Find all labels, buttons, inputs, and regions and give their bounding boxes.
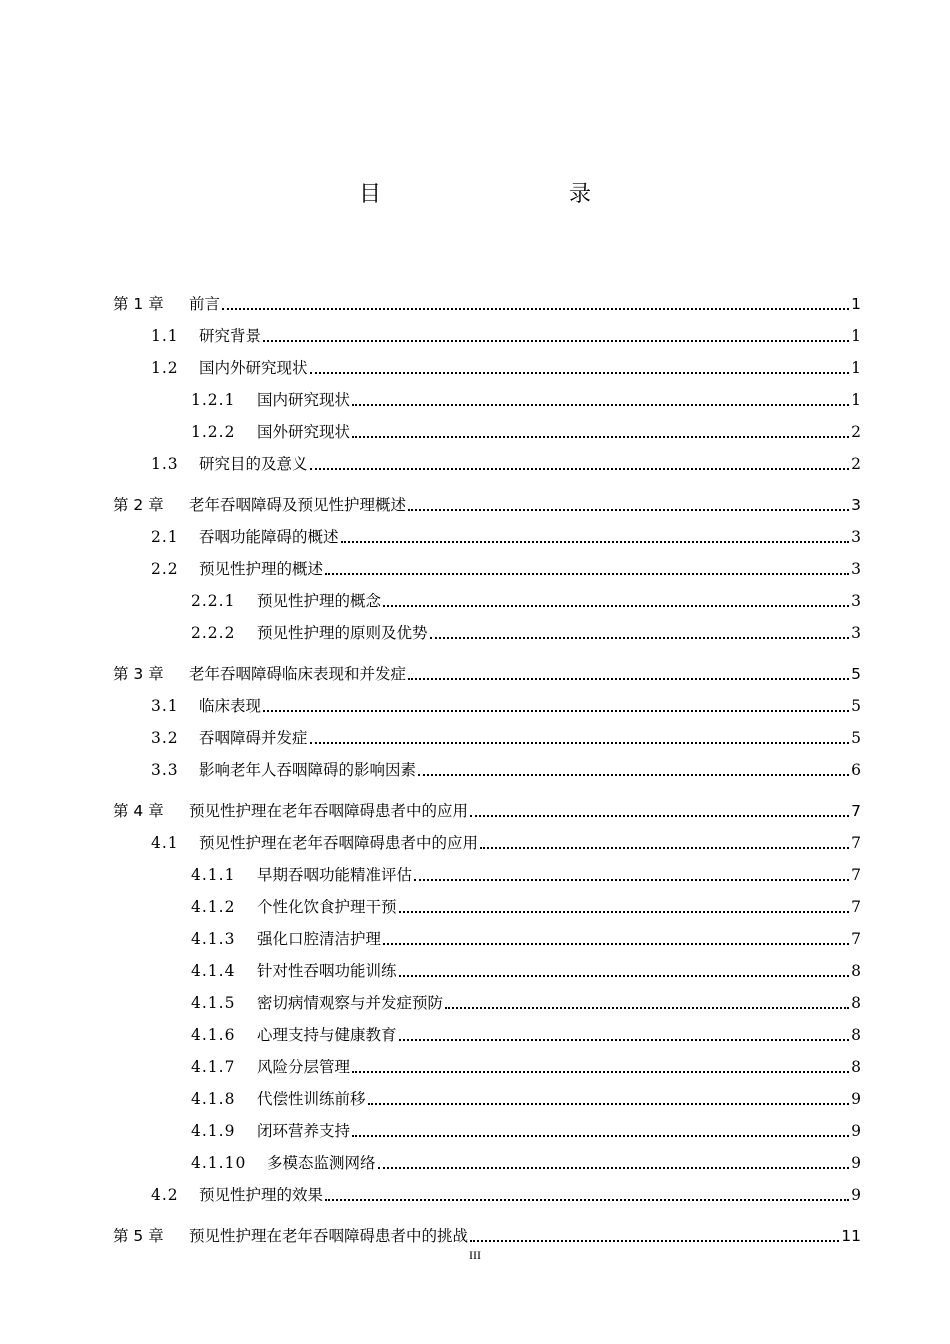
toc-entry-number: 4.1.2 xyxy=(191,898,236,916)
toc-entry-title: 吞咽障碍并发症 xyxy=(199,729,308,747)
toc-entry-page: 9 xyxy=(851,1122,861,1140)
page-number-footer: III xyxy=(469,1248,481,1262)
toc-entry-title: 闭环营养支持 xyxy=(257,1122,351,1140)
toc-entry-number: 1.1 xyxy=(151,327,179,345)
toc-entry-page: 7 xyxy=(851,866,861,884)
toc-entry[interactable] xyxy=(113,724,861,748)
toc-entry-number: 1.2 xyxy=(151,359,179,377)
toc-entry[interactable] xyxy=(113,619,861,643)
toc-entry-title: 个性化饮食护理干预 xyxy=(257,898,397,916)
toc-entry-page: 5 xyxy=(851,697,861,715)
toc-entry-title: 预见性护理的效果 xyxy=(199,1186,324,1204)
toc-entry-title: 国内研究现状 xyxy=(257,391,351,409)
toc-entry-title: 早期吞咽功能精准评估 xyxy=(257,866,413,884)
toc-entry[interactable] xyxy=(113,386,861,410)
toc-entry[interactable] xyxy=(113,1117,861,1141)
toc-title: 目 录 xyxy=(358,182,639,207)
toc-entry-page: 2 xyxy=(851,423,861,441)
toc-entry-number: 第 1 章 xyxy=(113,295,164,313)
toc-entry-title: 临床表现 xyxy=(199,697,262,715)
dot-leader xyxy=(383,604,849,607)
toc-entry-page: 5 xyxy=(851,729,861,747)
toc-entry-title: 老年吞咽障碍临床表现和并发症 xyxy=(189,665,407,683)
toc-entry-title: 研究背景 xyxy=(199,327,262,345)
toc-entry-page: 8 xyxy=(851,962,861,980)
toc-entry-number: 2.2.1 xyxy=(191,592,236,610)
toc-entry-title: 心理支持与健康教育 xyxy=(257,1026,397,1044)
toc-entry[interactable] xyxy=(113,756,861,780)
toc-entry-page: 8 xyxy=(851,994,861,1012)
toc-entry-number: 4.1 xyxy=(151,834,179,852)
toc-entry-page: 8 xyxy=(851,1058,861,1076)
toc-entry-title: 针对性吞咽功能训练 xyxy=(257,962,397,980)
toc-entry-page: 7 xyxy=(851,834,861,852)
toc-entry-page: 7 xyxy=(851,802,861,820)
toc-entry-number: 第 2 章 xyxy=(113,496,164,514)
dot-leader xyxy=(408,508,849,511)
toc-entry-page: 3 xyxy=(851,592,861,610)
dot-leader xyxy=(399,910,850,913)
toc-entry-page: 7 xyxy=(851,898,861,916)
dot-leader xyxy=(470,814,849,817)
toc-entry[interactable] xyxy=(113,1149,861,1173)
toc-entry-title: 前言 xyxy=(189,295,221,313)
toc-entry-number: 4.1.5 xyxy=(191,994,236,1012)
toc-entry[interactable] xyxy=(113,322,861,346)
dot-leader xyxy=(430,636,850,639)
toc-entry-page: 3 xyxy=(851,528,861,546)
toc-entry-title: 代偿性训练前移 xyxy=(257,1090,366,1108)
toc-entry-page: 2 xyxy=(851,455,861,473)
toc-entry-title: 吞咽功能障碍的概述 xyxy=(199,528,339,546)
toc-entry[interactable] xyxy=(113,692,861,716)
dot-leader xyxy=(352,1134,849,1137)
toc-entry[interactable] xyxy=(113,989,861,1013)
dot-leader xyxy=(310,467,850,470)
toc-entry-number: 1.2.1 xyxy=(191,391,236,409)
toc-entry-title: 风险分层管理 xyxy=(257,1058,351,1076)
toc-entry-page: 1 xyxy=(851,327,861,345)
toc-entry-number: 4.1.3 xyxy=(191,930,236,948)
toc-entry-number: 2.2.2 xyxy=(191,624,236,642)
toc-entry[interactable] xyxy=(113,1021,861,1045)
toc-entry-page: 11 xyxy=(841,1227,861,1245)
dot-leader xyxy=(325,572,849,575)
toc-entry[interactable] xyxy=(113,555,861,579)
toc-entry-number: 4.1.9 xyxy=(191,1122,236,1140)
toc-entry-page: 9 xyxy=(851,1154,861,1172)
toc-entry-title: 影响老年人吞咽障碍的影响因素 xyxy=(199,761,417,779)
toc-entry-title: 研究目的及意义 xyxy=(199,455,308,473)
toc-entry-title: 密切病情观察与并发症预防 xyxy=(257,994,444,1012)
toc-entry-number: 4.1.1 xyxy=(191,866,236,884)
dot-leader xyxy=(470,1239,839,1242)
dot-leader xyxy=(263,709,849,712)
toc-entry[interactable] xyxy=(113,893,861,917)
toc-entry-page: 1 xyxy=(851,391,861,409)
dot-leader xyxy=(418,773,849,776)
toc-entry-number: 4.1.4 xyxy=(191,962,236,980)
toc-entry-number: 4.1.8 xyxy=(191,1090,236,1108)
toc-entry-title: 强化口腔清洁护理 xyxy=(257,930,382,948)
toc-entry[interactable] xyxy=(113,1085,861,1109)
toc-entry-number: 4.1.6 xyxy=(191,1026,236,1044)
toc-entry-page: 8 xyxy=(851,1026,861,1044)
toc-entry[interactable] xyxy=(113,491,861,515)
toc-entry-title: 预见性护理在老年吞咽障碍患者中的应用 xyxy=(189,802,469,820)
toc-entry-page: 9 xyxy=(851,1090,861,1108)
toc-entry[interactable] xyxy=(113,797,861,821)
toc-entry-page: 3 xyxy=(851,624,861,642)
toc-entry-page: 1 xyxy=(851,295,861,313)
toc-entry-title: 国外研究现状 xyxy=(257,423,351,441)
dot-leader xyxy=(378,1166,850,1169)
toc-entry-number: 2.1 xyxy=(151,528,179,546)
toc-entry-number: 3.2 xyxy=(151,729,179,747)
toc-entry-title: 预见性护理的原则及优势 xyxy=(257,624,428,642)
toc-entry-number: 第 5 章 xyxy=(113,1227,164,1245)
toc-entry[interactable] xyxy=(113,1053,861,1077)
toc-entry-page: 1 xyxy=(851,359,861,377)
toc-entry-title: 老年吞咽障碍及预见性护理概述 xyxy=(189,496,407,514)
toc-entry-title: 预见性护理的概述 xyxy=(199,560,324,578)
dot-leader xyxy=(352,1070,849,1073)
toc-entry-number: 第 4 章 xyxy=(113,802,164,820)
toc-entry[interactable] xyxy=(113,523,861,547)
toc-entry-page: 5 xyxy=(851,665,861,683)
toc-entry[interactable] xyxy=(113,1181,861,1205)
toc-entry-page: 3 xyxy=(851,496,861,514)
toc-entry-title: 预见性护理在老年吞咽障碍患者中的挑战 xyxy=(189,1227,469,1245)
dot-leader xyxy=(222,307,849,310)
toc-entry-title: 预见性护理的概念 xyxy=(257,592,382,610)
dot-leader xyxy=(352,403,849,406)
toc-entry-title: 国内外研究现状 xyxy=(199,359,308,377)
toc-entry-number: 1.3 xyxy=(151,455,179,473)
toc-entry[interactable] xyxy=(113,587,861,611)
toc-entry-number: 4.2 xyxy=(151,1186,179,1204)
toc-entry-page: 3 xyxy=(851,560,861,578)
dot-leader xyxy=(341,540,850,543)
dot-leader xyxy=(408,677,849,680)
toc-entry-number: 3.3 xyxy=(151,761,179,779)
toc-entry-number: 2.2 xyxy=(151,560,179,578)
toc-entry[interactable] xyxy=(113,290,861,314)
toc-entry-number: 1.2.2 xyxy=(191,423,236,441)
toc-entry[interactable] xyxy=(113,925,861,949)
toc-entry[interactable] xyxy=(113,450,861,474)
dot-leader xyxy=(383,942,849,945)
toc-entry[interactable] xyxy=(113,354,861,378)
toc-entry[interactable] xyxy=(113,1222,861,1246)
toc-entry-title: 多模态监测网络 xyxy=(267,1154,376,1172)
toc-entry-page: 7 xyxy=(851,930,861,948)
toc-entry-title: 预见性护理在老年吞咽障碍患者中的应用 xyxy=(199,834,479,852)
dot-leader xyxy=(310,741,850,744)
dot-leader xyxy=(445,1006,849,1009)
dot-leader xyxy=(310,371,850,374)
dot-leader xyxy=(368,1102,850,1105)
dot-leader xyxy=(352,435,849,438)
dot-leader xyxy=(414,878,849,881)
toc-entry[interactable] xyxy=(113,861,861,885)
toc-entry-number: 第 3 章 xyxy=(113,665,164,683)
toc-entry-page: 9 xyxy=(851,1186,861,1204)
dot-leader xyxy=(399,974,850,977)
dot-leader xyxy=(325,1198,849,1201)
toc-entry-number: 4.1.7 xyxy=(191,1058,236,1076)
dot-leader xyxy=(263,339,849,342)
toc-entry-number: 3.1 xyxy=(151,697,179,715)
toc-entry[interactable] xyxy=(113,829,861,853)
toc-entry[interactable] xyxy=(113,660,861,684)
toc-entry[interactable] xyxy=(113,957,861,981)
toc-entry-page: 6 xyxy=(851,761,861,779)
toc-entry[interactable] xyxy=(113,418,861,442)
dot-leader xyxy=(399,1038,850,1041)
dot-leader xyxy=(480,846,849,849)
toc-entry-number: 4.1.10 xyxy=(191,1154,247,1172)
